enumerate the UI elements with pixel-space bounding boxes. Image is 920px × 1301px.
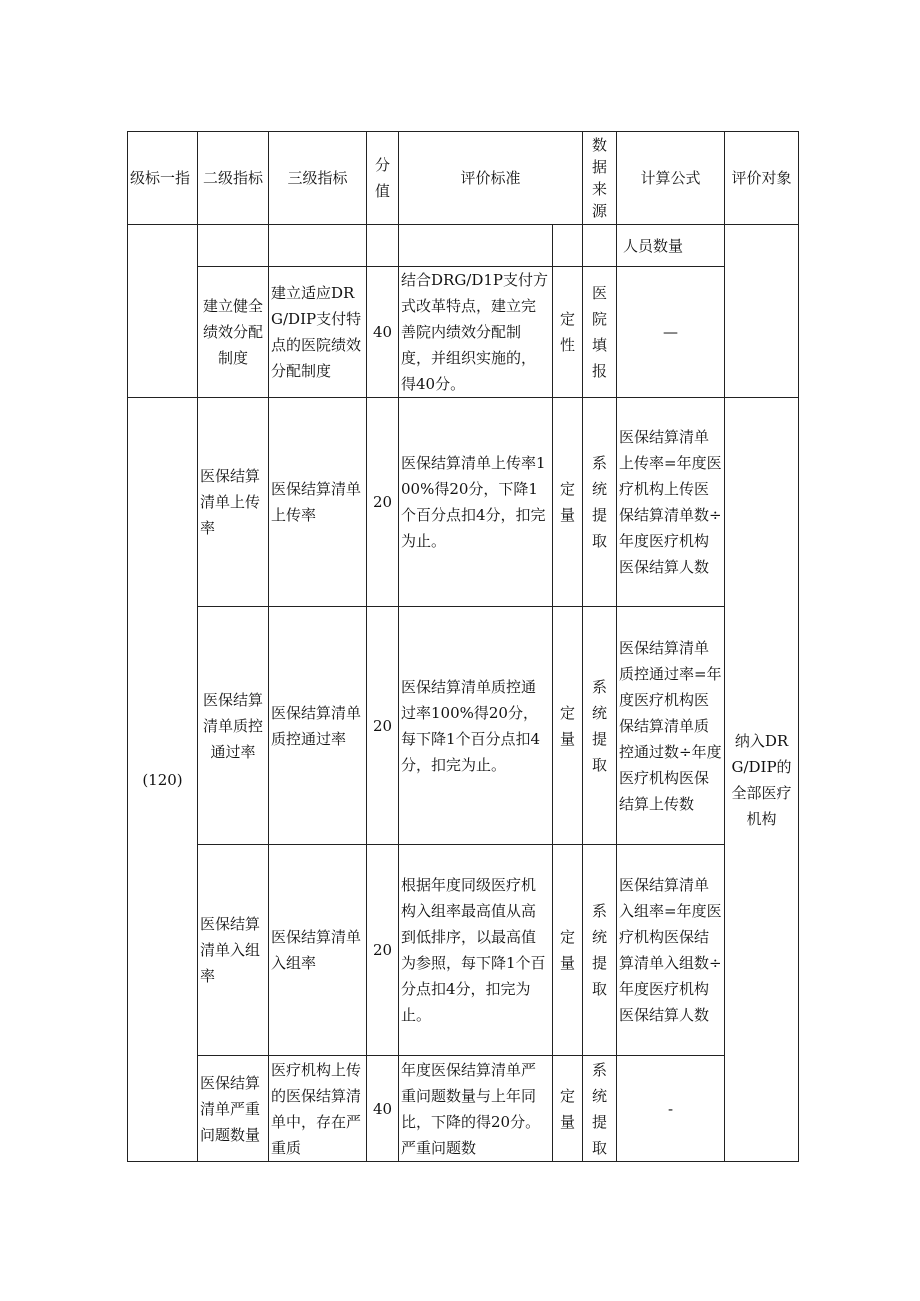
standard-cell: 根据年度同级医疗机构入组率最高值从高到低排序，以最高值为参照，每下降1个百分点扣4分，扣完为止。 [399, 845, 553, 1056]
level2-cell: 医保结算清单上传率 [198, 398, 269, 607]
header-standard: 评价标准 [399, 132, 583, 225]
header-formula: 计算公式 [617, 132, 725, 225]
source-cell: 系统提取 [583, 398, 617, 607]
table-row [128, 398, 799, 607]
level1-group-cell: (120) [128, 398, 198, 1162]
target-cell-top [725, 225, 799, 398]
score-cell: 20 [367, 607, 399, 845]
type-cell: 定量 [553, 607, 583, 845]
formula-cell: - [617, 1056, 725, 1162]
standard-cell: 医保结算清单上传率100%得20分，下降1个百分点扣4分，扣完为止。 [399, 398, 553, 607]
level1-cell-top [128, 225, 198, 398]
header-score: 分值 [367, 132, 399, 225]
evaluation-table [127, 131, 799, 1162]
formula-cell: — [617, 267, 725, 398]
score-cell: 20 [367, 398, 399, 607]
score-cell: 40 [367, 1056, 399, 1162]
source-cell: 系统提取 [583, 845, 617, 1056]
type-cell: 定量 [553, 1056, 583, 1162]
score-cell [367, 225, 399, 267]
table-row [128, 267, 799, 398]
header-data-source: 数据来源 [583, 132, 617, 225]
formula-cell: 医保结算清单上传率=年度医疗机构上传医保结算清单数÷年度医疗机构医保结算人数 [617, 398, 725, 607]
level2-cell: 医保结算清单质控通过率 [198, 607, 269, 845]
source-cell: 系统提取 [583, 1056, 617, 1162]
level3-cell: 医保结算清单上传率 [269, 398, 367, 607]
standard-cell [399, 225, 553, 267]
header-level2: 二级指标 [198, 132, 269, 225]
source-cell: 系统提取 [583, 607, 617, 845]
table-row [128, 1056, 799, 1162]
level3-cell: 医疗机构上传的医保结算清单中，存在严重质 [269, 1056, 367, 1162]
table-row [128, 845, 799, 1056]
score-cell: 20 [367, 845, 399, 1056]
header-target: 评价对象 [725, 132, 799, 225]
header-level3: 三级指标 [269, 132, 367, 225]
source-cell [583, 225, 617, 267]
source-cell: 医院填报 [583, 267, 617, 398]
level3-cell [269, 225, 367, 267]
formula-cell: 人员数量 [617, 225, 725, 267]
standard-cell: 结合DRG/D1P支付方式改革特点，建立完善院内绩效分配制度，并组织实施的，得40分。 [399, 267, 553, 398]
level2-cell: 医保结算清单严重问题数量 [198, 1056, 269, 1162]
level3-cell: 医保结算清单质控通过率 [269, 607, 367, 845]
level3-cell: 医保结算清单入组率 [269, 845, 367, 1056]
target-group-cell: 纳入DRG/DIP的全部医疗机构 [725, 398, 799, 1162]
type-cell: 定量 [553, 398, 583, 607]
type-cell: 定性 [553, 267, 583, 398]
level2-cell: 建立健全绩效分配制度 [198, 267, 269, 398]
level2-cell: 医保结算清单入组率 [198, 845, 269, 1056]
header-row [128, 132, 799, 225]
type-cell [553, 225, 583, 267]
score-cell: 40 [367, 267, 399, 398]
standard-cell: 医保结算清单质控通过率100%得20分，每下降1个百分点扣4分，扣完为止。 [399, 607, 553, 845]
level3-cell: 建立适应DRG/DIP支付特点的医院绩效分配制度 [269, 267, 367, 398]
level2-cell [198, 225, 269, 267]
type-cell: 定量 [553, 845, 583, 1056]
header-level1: 级标一指 [128, 132, 198, 225]
standard-cell: 年度医保结算清单严重问题数量与上年同比，下降的得20分。严重问题数 [399, 1056, 553, 1162]
table-row [128, 607, 799, 845]
formula-cell: 医保结算清单入组率=年度医疗机构医保结算清单入组数÷年度医疗机构医保结算人数 [617, 845, 725, 1056]
table-row [128, 225, 799, 267]
formula-cell: 医保结算清单质控通过率=年度医疗机构医保结算清单质控通过数÷年度医疗机构医保结算上传数 [617, 607, 725, 845]
